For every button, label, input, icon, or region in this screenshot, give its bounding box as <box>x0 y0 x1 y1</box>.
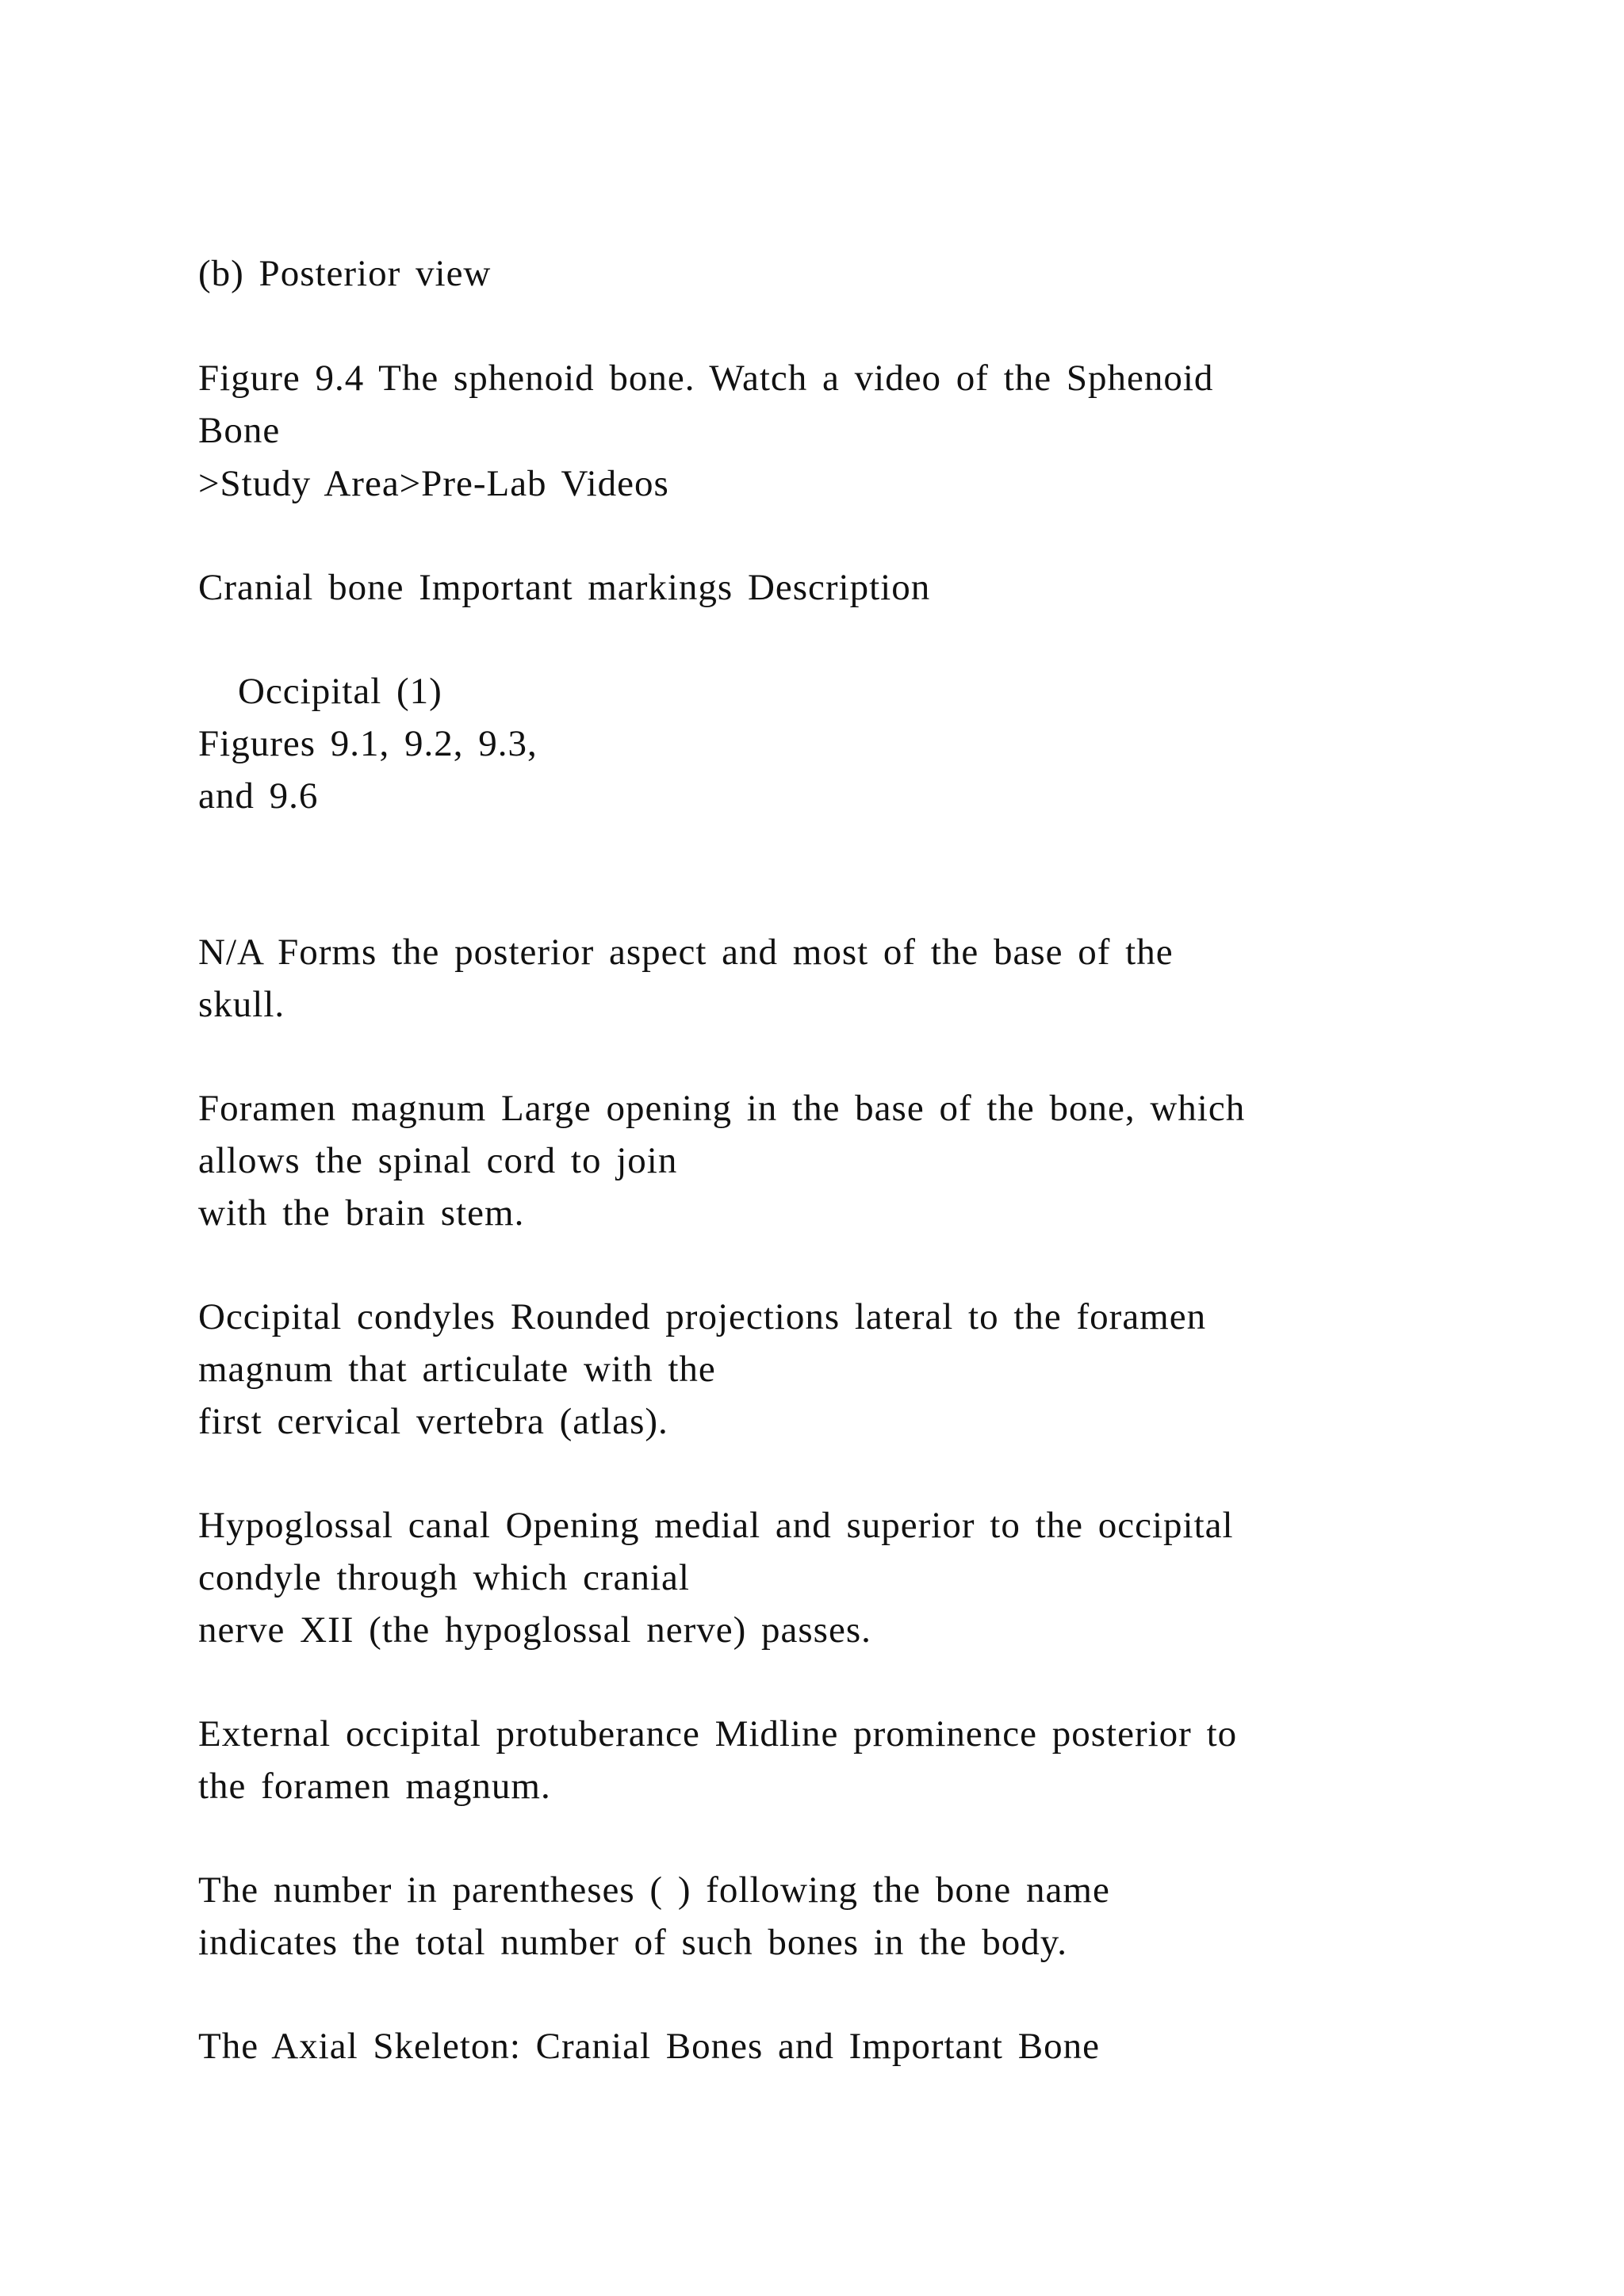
figure-caption-line-3: >Study Area>Pre-Lab Videos <box>198 463 669 504</box>
entry-na-line-2: skull. <box>198 984 285 1025</box>
section-title: The Axial Skeleton: Cranial Bones and Important Bone <box>198 2026 1100 2067</box>
bone-figures-line-2: and 9.6 <box>198 775 319 817</box>
entry-occipital-condyles-line-2: magnum that articulate with the <box>198 1349 716 1390</box>
entry-hypoglossal-canal-line-1: Hypoglossal canal Opening medial and superior to the occipital <box>198 1505 1234 1546</box>
entry-foramen-magnum-line-3: with the brain stem. <box>198 1192 525 1234</box>
entry-foramen-magnum-line-1: Foramen magnum Large opening in the base of the bone, which <box>198 1088 1246 1129</box>
entry-na-line-1: N/A Forms the posterior aspect and most of the base of the <box>198 932 1174 973</box>
note-line-1: The number in parentheses ( ) following the bone name <box>198 1869 1110 1911</box>
entry-occipital-condyles-line-1: Occipital condyles Rounded projections lateral to the foramen <box>198 1296 1207 1337</box>
bone-name: Occipital (1) <box>238 671 442 712</box>
entry-occipital-condyles-line-3: first cervical vertebra (atlas). <box>198 1401 668 1442</box>
entry-external-occipital-protuberance-line-1: External occipital protuberance Midline prominence posterior to <box>198 1713 1238 1755</box>
figure-caption-line-1: Figure 9.4 The sphenoid bone. Watch a video of the Sphenoid <box>198 358 1214 399</box>
table-header: Cranial bone Important markings Description <box>198 567 931 608</box>
entry-external-occipital-protuberance-line-2: the foramen magnum. <box>198 1766 551 1807</box>
entry-foramen-magnum-line-2: allows the spinal cord to join <box>198 1140 678 1181</box>
note-line-2: indicates the total number of such bones in the body. <box>198 1922 1067 1963</box>
entry-hypoglossal-canal-line-3: nerve XII (the hypoglossal nerve) passes. <box>198 1609 871 1651</box>
figure-caption-line-2: Bone <box>198 410 281 451</box>
bone-figures-line-1: Figures 9.1, 9.2, 9.3, <box>198 723 538 764</box>
entry-hypoglossal-canal-line-2: condyle through which cranial <box>198 1557 690 1598</box>
figure-view-label: (b) Posterior view <box>198 253 492 294</box>
